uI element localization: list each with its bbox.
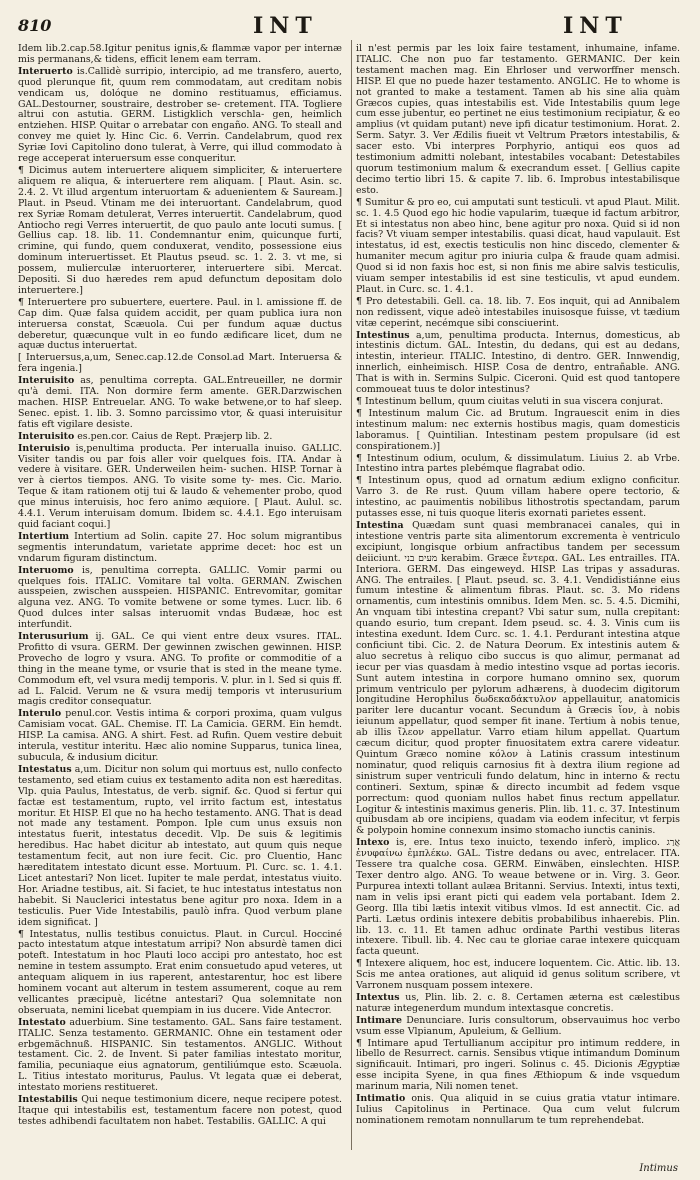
dictionary-entry [18, 67, 342, 165]
entry-text: ¶ Pro detestabili. Gell. ca. 18. lib. 7. Eos inquit, qui ad Annibalem non redissent, vique adeò intestabiles inuisosque fuisse, vt tædium vitæ ceperint, necémque sibi consciuerint. [356, 295, 680, 329]
dictionary-entry [356, 521, 680, 837]
dictionary-entry [356, 476, 680, 520]
entry-text: penul.cor. Vestis intima & corpori proxima, quam vulgus Camisiam vocat. GAL. Chemise. IT. La Camicia. GERM. Ein hemdt. HISP. La camisa. ANG. A shirt. Fest. ad Rufin. Quem vestire debuit interula, vestitur interitu. Hæc alio nomine Supparus, tunica linea, subucula, & indusium dicitur. [18, 708, 342, 763]
entry-text: a,um, penultima producta. Internus, domesticus, ab intestinis dictum. GAL. Intestin, du dedans, qui est au dedans, intestin, interieur. ITALIC. Intestino, di dentro. GER. Innwendig, innerlich, einheimisch. HISP. Cosa de dentro, entrañable. ANG. That is with in. Sermins Sulpic. Ciceroni. Quid est quod tantopere commoueat tuus te dolor intestinus? [356, 329, 680, 396]
dictionary-entry [356, 1016, 680, 1038]
entry-headword: Intertium [18, 530, 70, 542]
entry-headword: Intimatio [356, 1093, 406, 1105]
entry-text: is, ere. Intus texo inuicto, texendo inferò, implico. אֲרַג ἐνυφαίνω ἐμπλέκω. GAL. Tistre dedans ou avec, entrelacer. ITA. Tessere tra qualche cosa. GERM. Einwäben, einslechten. HISP. Texer dentro algo. ANG. To weaue betwene or in. Virg. 3. Geor. Purpurea intexti tollant aulæa Britanni. Servius. Intexti, intus texti, nam in velis ipsi erant picti qui eadem vela portabant. Idem 2. Georg. Illa tibi lætis intexit vitibus vlmos. Id est annectit. Cic. ad Parti. Lætus ordinis intexere debitis probabilibus inhaerebis. Plin. lib. 13. c. 11. Et tamen adhuc ordinate Parthi vestibus literas intexere. Tibull. lib. 4. Nec cau te gloriae carae intexere quicquam facta queunt. [356, 837, 680, 958]
entry-text: ij. GAL. Ce qui vient entre deux vsures. ITAL. Profitto di vsura. GERM. Der gewinnen zwischen gewinnen. HISP. Provecho de logro y vsura. ANG. To profite or commoditie of a thing in the meane tyme, or vsurie that is sted in the meane tyme. Commodum eft, vel vsura medij temporis. V. plur. in l. Sed si quis ff. ad L. Falcid. Verum ne & vsura medij temporis vt interusurium magis creditor consequatur. [18, 631, 342, 708]
dictionary-entry [18, 709, 342, 764]
entry-text: Idem lib.2.cap.58.Igitur penitus ignis,& flammæ vapor per internæ mis permanans,& tidens, efficit lenem eam terram. [18, 44, 342, 65]
entry-headword: Interuerto [18, 65, 73, 77]
dictionary-entry [18, 376, 342, 431]
entry-text: Intertium ad Solin. capite 27. Hoc solum migrantibus segmentis interundatum, varietate apprime decet: hoc est un vndarum figuram distinctum. [18, 530, 342, 564]
entry-headword: Interusurium [18, 631, 89, 643]
dictionary-entry [356, 993, 680, 1015]
dictionary-entry [356, 1094, 680, 1127]
dictionary-entry [18, 765, 342, 929]
dictionary-entry [356, 198, 680, 296]
dictionary-entry [18, 298, 342, 353]
dictionary-entry [356, 838, 680, 958]
dictionary-entry [18, 930, 342, 1017]
entry-text: as, penultima correpta. GAL.Entreueiller, ne dormir qu'à demi. ITA. Non dormire ferm amente. GER.Darzwischen machen. HISP. Entreuelar. ANG. To wake betwene,or to haf sleep. Senec. epist. 1. lib. 3. Somno parcissimo vtor, & quasi interuisitur fatis eft vigilare desiste. [18, 375, 342, 430]
entry-text: ¶ Intimare apud Tertullianum accipitur pro intimum reddere, in libello de Resurrect. carnis. Sensibus vtique intimandum Dominum significauit. Intimari, pro ingeri. Solinus c. 45. Dicionis Ægyptiæ esse incipita Syene, in qua fines Æthiopum & inde vsquedum marinum maria, Nili nomen tenet. [356, 1037, 680, 1093]
entry-text: Denunciare. Iuris consultorum, observauimus hoc verbo vsum esse Vlpianum, Apuleium, & Gellium. [356, 1014, 680, 1037]
entry-text: is, penultima correpta. GALLIC. Vomir parmi ou quelques fois. ITALIC. Vomitare tal volta. GERMAN. Zwischen ausspeien, zwischen ausspeien. HISPANIC. Entrevomitar, gomitar alguna vez. ANG. To vomite betwene or some tymes. Lucr. lib. 6 Quod dulces inter salsas interuomit vndas Budææ, hoc est interfundit. [18, 564, 342, 631]
entry-headword: Intextus [356, 991, 400, 1003]
left-column [18, 44, 342, 1160]
entry-headword: Intestato [18, 1016, 66, 1028]
text-columns [18, 44, 680, 1160]
entry-text: ¶ Intexere aliquem, hoc est, inducere loquentem. Cic. Attic. lib. 13. Scis me antea orationes, aut aliquid id genus solitum scribere, vt Varronem nusquam possem intexere. [356, 958, 680, 992]
entry-text: ¶ Intestatus, nullis testibus conuictus. Plaut. in Curcul. Hocciné pacto intestatum atque intestatum arripi? Non absurdè tamen dici poteft. Intestatum in hoc Plauti loco accipi pro antestato, hoc est nemine in testem assumpto. Erat enim consuetudo apud veteres, ut antequam aliquem in ius raperent, antestarentur, hoc est libere hominem vocant aut alterum in testem assumerent, coque au rem vellicantes præcipuè, licétne antestari? Qua solemnitate non obseruata, nemini licebat quempiam in ius ducere. Vide Anteстоr. [18, 928, 342, 1016]
entry-text: es.pen.cor. Caius de Rept. Præjerp lib. 2. [77, 430, 273, 442]
page-number: 810 [18, 16, 52, 35]
right-column [356, 44, 680, 1160]
dictionary-entry [18, 44, 342, 66]
dictionary-entry [18, 444, 342, 531]
dictionary-entry [18, 1018, 342, 1094]
entry-text: is,penultima producta. Per interualla inuiso. GALLIC. Visiter tandis ou par fois aller voir quelques fois. ITA. Andar à vedere à visitare. GER. Underweilen heim- suchen. HISP. Tornar à ver à ciertos tiempos. ANG. To visite some ty- mes. Cic. Mario. Teque & itam rationem otij tui & laudo & vehementer probo, quod que minus interuisis, hoc fero animo æquiore. [ Plaut. Aulul. sc. 4.4.1. Verum interuisam domum. Ibidem sc. 4.4.1. Ego interuisam quid faciant coqui.] [18, 442, 342, 530]
dictionary-entry [356, 1039, 680, 1094]
entry-text: Qui neque testimonium dicere, neque recipere potest. Itaque qui intestabilis est, testamentum facere non potest, quod testes adhibendi facultatem non habet. Testabilis. GALLIC. A qui [18, 1094, 342, 1127]
entry-headword: Intestina [356, 519, 404, 531]
entry-text: ¶ Intestinum opus, quod ad ornatum ædium exligno conficitur. Varro 3. de Re rust. Quum villam habere opere tectorio, & intestino, ac pauimentis nobilibus lithostrotis spectandam, parum putasses esse, ni tuis quoque literis exornati parietes essent. [356, 475, 680, 520]
entry-headword: Intimare [356, 1014, 402, 1026]
entry-text: onis. Qua aliquid in se cuius gratia vtatur intimare. Iulius Capitolinus in Pertinace. Qua cum velut fulcrum nominationem remotam nonnullarum te tum reprehendebat. [356, 1093, 680, 1126]
entry-text: il n'est permis par les loix faire testament, inhumaine, infame. ITALIC. Che non puo far testamento. GERMANIC. Der kein testament machen mag. Ein Ehrloser und verworffner mensch. HISP. El que no puede hazer testamento. ANGLIC. He to whome is not granted to make a testament. Tamen ab his sine alia quàm Græcos cupies, quas intestabilis est. Vide Intestabilis quum lege cum esse jubentur, eo pertinet ne eius testimonium recipiatur, & eo amplius (vt quidam putant) neve ipfi dicatur testimonium. Horat. 2. Serm. Satyr. 3. Ver Ædilis fiueit vt Veltrum Prætors intestabilis, & sacer esto. Vbi interpres Porphyrio, antiqui eos quos ad testimonium admitti nolebant, intestabiles vocabant: Detestabiles quorum testimonium malum & execrandum esset. [ Gellius capite decimo tertio libri 15. & capite 7. lib. 6. Improbus intestabilisque esto. [356, 44, 680, 196]
entry-headword: Interuisito [18, 375, 75, 387]
dictionary-entry [356, 397, 680, 408]
entry-headword: Interuisio [18, 442, 70, 454]
entry-text: [ Interuersus,a,um, Senec.cap.12.de Consol.ad Mart. Interuersa & fera ingenia.] [18, 352, 342, 375]
entry-text: ¶ Intestinum odium, oculum, & dissimulatum. Liuius 2. ab Vrbe. Intestino intra partes plebémque flagrabat odio. [356, 452, 680, 475]
dictionary-entry [356, 44, 680, 197]
dictionary-entry [18, 432, 342, 443]
dictionary-entry [18, 632, 342, 708]
dictionary-entry [18, 532, 342, 565]
entry-text: aduerbium. Sine testamento. GAL. Sans faire testament. ITALIC. Senza testamento. GERMANIC. Ohne ein testament oder erbgemächnuß. HISPANIC. Sin testamentos. ANGLIC. Without testament. Cic. 2. de Invent. Si pater familias intestato moritur, familia, pecuniaque eius agnatorum, gentiliúmque esto. Scæuola. L. Titius intestato moriturus, Paulus. Vt legata quæ ei deberat, intestato moriens restitueret. [18, 1016, 342, 1094]
entry-text: is.Callidè surripio, intercipio, ad me transfero, auerto, quod plerunque fit, quum rem commodatam, aut creditam nobis vendicam us, dolóque ne domino restituamus, efficiamus. GAL.Destourner, soustraire, destrober se- cretement. ITA. Togliere altrui con astutia. GERM. Listigklich verschla- gen, heimlich entziehen. HISP. Quitar o arrebatar con engaño. ANG. To steall and convey me quiet ly. Hinc Cic. 6. Verrin. Candelabrum, quod rex Syriæ Iovi Capitolino dono tulerat, à Verre, qui illud commodato à rege acceperat interuersum esse conqueritur. [18, 65, 342, 165]
dictionary-entry [356, 959, 680, 992]
dictionary-entry [18, 166, 342, 297]
dictionary-entry [18, 353, 342, 375]
entry-text: ¶ Sumitur & pro eo, cui amputati sunt testiculi. vt apud Plaut. Milit. sc. 1. 4.5 Quod ego hic hodie vapularim, tuæque id factum arbitror, Et si intestatus non abeo hinc, bene agitur pro noxa. Quid si id non facis? Vt viuam semper intestabilis. quasi dicat, haud vapulauit. Est intestatus, id est, exectis testiculis non hinc discedo, clementer & humaniter mecum agitur pro iniuria culpa & fraude quam admisi. Quod si id non faxis hoc est, si non finis me abire salvis testiculis, viuam semper intestabilis id est sine testiculis, vt apud eundem. Plaut. in Curc. sc. 1. 4.1. [356, 196, 680, 295]
entry-text: ¶ Intestinum bellum, quum ciuitas veluti in sua viscera conjurat. [356, 396, 664, 407]
entry-text: Quædam sunt quasi membranacei canales, qui in intestione ventris parte sita alimentorum excrementa è ventriculo excipiunt, longisque orbium anfractibus tandem per secessum deiiciunt. מעים בני kerabim. Græce ἔντερα. GAL. Les entrailles. ITA. Interiora. GERM. Das eingeweyd. HISP. Las tripas y assaduras. ANG. The entrailes. [ Plaut. pseud. sc. 3. 4.1. Vendidistiánne eius fumum intestine & alimentum fibras. Plaut. sc. 3. Mo ridens ornamentis, cum intestinis omnibus. Idem Men. sc. 5. 4.5. Dicmihi, An vnquam tibi intestina crepant? Vbi satur sum, nulla crepitant: quando esurio, tum crepant. Idem pseud. sc. 4. 3. Vinis cum iis intestina exedunt. Idem Curc. sc. 1. 4.1. Perdurant intestina atque conficiunt tibi. Cic. 2. de Natura Deorum. Ex intestinis autem & aluo secretus à reliquo cibo succus is quo alimur, permanat ad iecur per vias quasdam à medio intestino vsque ad portas iecoris. Sunt autem intestina in corpore humano omnino sex, quorum primum ventriculo per pylorum adhærens, à duodecim digitorum longitudine Herophilus δωδεκαδάκτυλον appellauitur, anatomicis pariter lere ducantur vocant. Secundum à Græcis ἴον, à nobis ieiunum appellatur, quod semper fit inane. Tertium à nobis tenue, ab illis ἴλεον appellatur. Varro etiam hilum appellat. Quartum cæcum dicitur, quod propter finuositatem extra carere videatur. Quintum Græco nomine κόλον à Latinis crassum intestinum nominatur, quod reliquis carnosius fit à dextra ilium regione ad sinistrum super ventriculi fundo delatum, hinc in interno & rectu contineri. Sextum, spinæ & directo incumbit ad fedem vsque porrectum: quod quoniam nullos habet finus rectum appellatur. Logitur & intestinis maximus generis. Plin. lib. 11. c. 37. Intestinum quibusdam ab ore incipiens, quadam via eodem infecitur, vt ferpis & polypoin homine connexum insimo stomacho iunctis caninis. [356, 519, 680, 837]
entry-headword: Intestabilis [18, 1094, 78, 1106]
entry-text: a,um. Dicitur non solum qui mortuus est, nullo confecto testamento, sed etiam cuius ex testamento adita non est hæreditas. Vlp. quia Paulus, Intestatus, de verb. signif. &c. Quod si fertur qui factæ est testamentum, rupto, vel irrito factum est, intestatus moritur. Et HISP. El que no ha hecho testamento. ANG. That is dead not made any testament. Pompon. Iple cum unus exsuis non intestatus fuerit, intestatus decedit. Vlp. De suis & legitimis heredibus. Hac habet dicitur ab intestato, aut quum quis neque testamentum fecit, aut non iure fecit. Cic. pro Cluentio, Hanc hæreditatem intestato dicunt esse. Mortuum. Pl. Curc. sc. 1. 4.1. Licet antestari? Non licet. Iupiter te male perdat, intestatus viuito. Hor. Ariadne testibus, ait. Si faciet, te huc intestatus intestatus non habebit. Si Nauclerici intestatus bene agitur pro noxa. Idem in a testiculis. Puer Vide Intestabilis, paulò infra. Quod verbum plane idem significat. ] [18, 763, 342, 928]
dictionary-entry [356, 331, 680, 396]
dictionary-entry [18, 1095, 342, 1128]
entry-text: ¶ Dicimus autem interuertere aliquem simpliciter, & interuertere aliquem re aliqua, & interuertere rem aliquam. [ Plaut. Asin. sc. 2.4. 2. Vt illud argentum interuortam & aduenientem & Sauream.] Plaut. in Pseud. Vtinam me dei interuortant. Candelabrum, quod rex Syriæ Romam detulerat, Verres interuertit. Candelabrum, quod Antiocho regi Verres interuertit, de quo paulo ante locuti sumus. [ Gellius cap. 18. lib. 11. Condemnantur enim, quicunque furti, crimine, qui fundo, quem conduxerat, vendito, possessione eius dominum interuertisset. Et Plautus pseud. sc. 1. 2. 3. vt me, si possem, mulierculæ interuorterer, interuertere sibi. Mercat. Depositi. Si duo hæredes rem apud defunctum depositam dolo interuertere.] [18, 164, 342, 296]
entry-headword: Interuomo [18, 564, 74, 576]
entry-headword: Intestatus [18, 763, 72, 775]
entry-text: us, Plin. lib. 2. c. 8. Certamen æterna est cælestibus naturæ integenerdum mundum intextasque concretis. [356, 991, 680, 1014]
catchword: Intimus [639, 1163, 678, 1174]
dictionary-entry [18, 566, 342, 631]
entry-headword: Intestinus [356, 329, 410, 341]
entry-headword: Interulo [18, 708, 62, 720]
entry-text: ¶ Interuertere pro subuertere, euertere. Paul. in l. amissione ff. de Cap dim. Quæ falsa quidem accidit, per quam publica iura non interuersa constat, Scæuola. Cui per fundum aquæ ductus deberetur, quæcunque vult in eo fundo ædificare licet, dum ne aquæ ductus interuertat. [18, 296, 342, 352]
entry-headword: Intexo [356, 837, 390, 849]
running-head-right: INT [563, 13, 628, 39]
entry-headword: Interuisito [18, 430, 75, 442]
dictionary-entry [356, 297, 680, 330]
dictionary-entry [356, 454, 680, 476]
dictionary-entry [356, 409, 680, 453]
running-head [18, 13, 680, 42]
entry-text: ¶ Intestinum malum Cic. ad Brutum. Ingrauescit enim in dies intestinum malum: nec externis hostibus magis, quam domesticis laboramus. [ Quintilian. Intestinam pestem propulsare (id est conspirationem.)] [356, 407, 680, 452]
running-head-left: INT [253, 13, 318, 39]
